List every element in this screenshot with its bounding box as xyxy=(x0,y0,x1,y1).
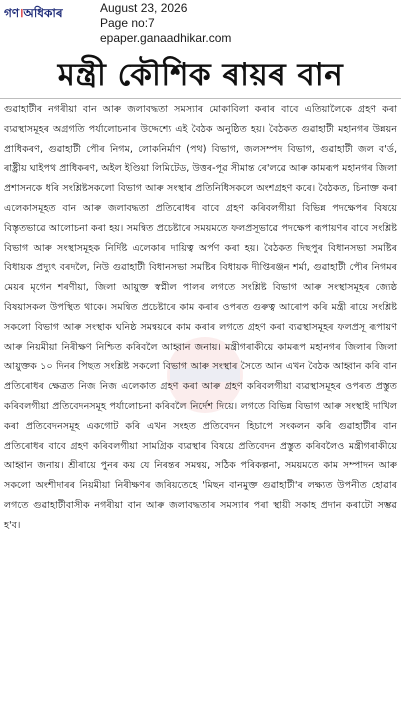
site-url[interactable]: epaper.ganaadhikar.com xyxy=(100,31,232,45)
page-number: Page no:7 xyxy=(100,16,155,30)
logo-text xyxy=(4,5,63,25)
headline-divider xyxy=(0,98,401,99)
article-headline: মন্ত্ৰী কৌশিক ৰায়ৰ বান xyxy=(57,57,344,93)
masthead xyxy=(0,0,401,52)
edition-date: August 23, 2026 xyxy=(100,1,188,15)
logo-text-part1: গণ xyxy=(4,6,20,20)
article-body xyxy=(4,100,397,536)
logo-accent-icon: । xyxy=(19,6,24,20)
newspaper-logo[interactable] xyxy=(4,4,96,26)
article-paragraph: গুৱাহাটীৰ নগৰীয়া বান আৰু জলাবদ্ধতা সমস্যাৰ মোকাবিলা কৰাৰ বাবে এতিয়ালৈকে গ্ৰহণ কৰা ব্যৱস্থাসমূহৰ অগ্ৰগতি পৰ্যালোচনাৰ উদ্দেশ্যে এই বৈঠক অনুষ্ঠিত হয়। বৈঠকত গুৱাহাটী মহানগৰ উন্নয়ন প্ৰাধিকৰণ, গুৱাহাটী পৌৰ নিগম, লোকনিৰ্মাণ (পথ) বিভাগ, জলসম্পদ বিভাগ, গুৱাহাটী জল ব'ৰ্ড, ৰাষ্ট্ৰীয় ঘাইপথ প্ৰাধিকৰণ, অইল ইণ্ডিয়া লিমিটেড, উত্তৰ-পূৱ সীমান্ত ৰে'লৱে আৰু কামৰূপ মহানগৰ জিলা প্ৰশাসনকে ধৰি সংশ্লিষ্টসকলো বিভাগ আৰু সংস্থাৰ প্ৰতিনিধিসকলে অংশগ্ৰহণ কৰে। বৈঠকত, চিনাক্ত কৰা এলেকাসমূহত বান আৰু জলাবদ্ধতা প্ৰতিৰোধৰ বাবে গ্ৰহণ কৰিবলগীয়া বিভিন্ন পদক্ষেপৰ বিষয়ে বিস্তৃতভাৱে আলোচনা কৰা হয়। সমন্বিত প্ৰচেষ্টাৰে সময়মতে ফলপ্ৰসূভাৱে পদক্ষেপ ৰূপায়ণৰ বাবে সংশ্লিষ্ট বিভাগ আৰু সংস্থাসমূহক নিৰ্দিষ্ট এলেকাৰ দায়িত্ব অৰ্পণ কৰা হয়। বৈঠকত দিছপুৰ বিধানসভা সমষ্টিৰ বিধায়ক প্ৰদ্যুৎ বৰদলৈ, নিউ গুৱাহাটী বিধানসভা সমষ্টিৰ বিধায়ক দীপ্তিৰঞ্জন শৰ্মা, গুৱাহাটী পৌৰ নিগমৰ মেয়ৰ মৃগেন শৰণীয়া, জিলা আয়ুক্ত স্বপ্নীল পালৰ লগতে সংশ্লিষ্ট বিভাগ আৰু সংস্থাসমূহৰ জ্যেষ্ঠ বিষয়াসকল উপস্থিত থাকে। সমন্বিত প্ৰচেষ্টাৰে কাম কৰাৰ ওপৰত গুৰুত্ব আৰোপ কৰি মন্ত্ৰী ৰায়ে সংশ্লিষ্ট সকলো বিভাগ আৰু সংস্থাক ঘনিষ্ঠ সমন্বয়ৰে কাম কৰাৰ লগতে গ্ৰহণ কৰা ব্যৱস্থাসমূহৰ ফলপ্ৰসূ ৰূপায়ণ আৰু নিয়মীয়া নিৰীক্ষণ নিশ্চিত কৰিবলৈ আহ্বান জনায়। মন্ত্ৰীগৰাকীয়ে কামৰূপ মহানগৰ জিলাৰ জিলা আয়ুক্তক ১০ দিনৰ পিছত সংশ্লিষ্ট সকলো বিভাগ আৰু সংস্থাৰ সৈতে আন এখন বৈঠক আহ্বান কৰি বান প্ৰতিৰোধৰ ক্ষেত্ৰত নিজ নিজ এলেকাত গ্ৰহণ কৰা আৰু গ্ৰহণ কৰিবলগীয়া ব্যৱস্থাসমূহৰ ওপৰত প্ৰস্তুত কৰিবলগীয়া প্ৰতিবেদনসমূহ পৰ্যালোচনা কৰিবলৈ নিৰ্দেশ দিয়ে। লগতে বিভিন্ন বিভাগ আৰু সংস্থাই দাখিল কৰা প্ৰতিবেদনসমূহ একগোট কৰি এখন সংহত প্ৰতিবেদন হিচাপে সংকলন কৰি গুৱাহাটীৰ বান প্ৰতিৰোধৰ বাবে গ্ৰহণ কৰিবলগীয়া সামগ্ৰিক ব্যৱস্থাৰ বিষয়ে প্ৰতিবেদন প্ৰস্তুত কৰিবলৈও মন্ত্ৰীগৰাকীয়ে আহ্বান জনায়। শ্ৰীৰায়ে পুনৰ কয় যে নিৰন্তৰ সমন্বয়, সঠিক পৰিকল্পনা, সময়মতে কাম সম্পাদন আৰু সকলো অংশীদাৰৰ নিয়মীয়া নিৰীক্ষণৰ জৰিয়তেহে 'মিছন বানমুক্ত গুৱাহাটী'ৰ লক্ষ্যত উপনীত হোৱাৰ লগতে গুৱাহাটীবাসীক নগৰীয়া বান আৰু জলাবদ্ধতাৰ সমস্যাৰ পৰা স্থায়ী সকাহ প্ৰদান কৰাটো সম্ভৱ হ'ব। xyxy=(4,104,397,531)
edition-meta xyxy=(100,1,231,46)
logo-text-part2: অধিকাৰ xyxy=(23,6,63,20)
